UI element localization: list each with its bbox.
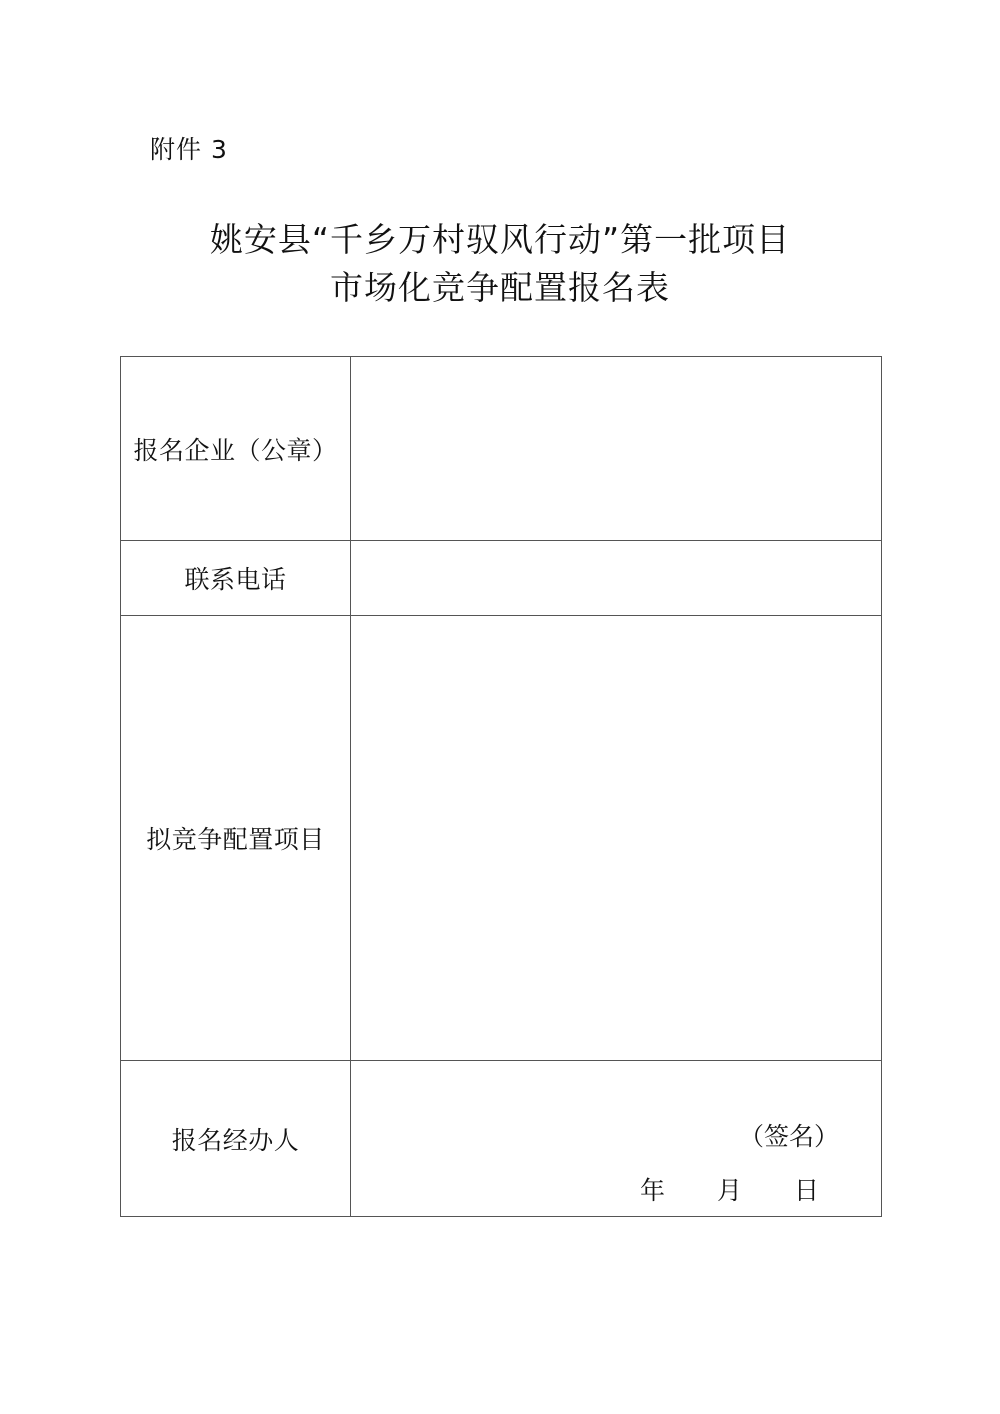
form-row-phone [121,541,882,616]
handler-field[interactable] [351,1061,882,1217]
project-field[interactable] [351,616,882,1061]
date-day-label: 日 [793,1176,819,1205]
form-row-project [121,616,882,1061]
handler-cell-content [351,1061,881,1216]
company-label: 报名企业（公章） [121,357,351,541]
form-row-company [121,357,882,541]
phone-label: 联系电话 [121,541,351,616]
phone-field[interactable] [351,541,882,616]
document-title-line-1: 姚安县“千乡万村驭风行动”第一批项目 [209,220,791,259]
date-line [640,1173,819,1209]
registration-form-table [120,356,882,1217]
company-field[interactable] [351,357,882,541]
date-year-label: 年 [639,1176,665,1205]
date-month-label: 月 [716,1176,742,1205]
document-title-line-2: 市场化竞争配置报名表 [330,268,670,307]
handler-label: 报名经办人 [121,1061,351,1217]
signature-note: （签名） [738,1122,839,1151]
project-label: 拟竞争配置项目 [121,616,351,1061]
form-row-handler [121,1061,882,1217]
attachment-label: 附件 3 [150,135,228,164]
